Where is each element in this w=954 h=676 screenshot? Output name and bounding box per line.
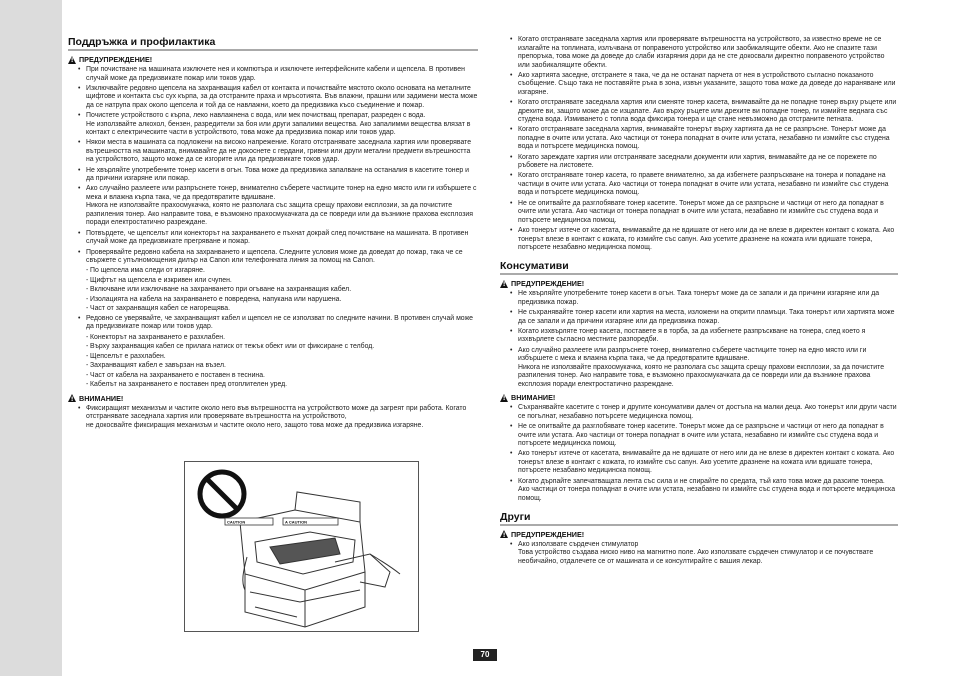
caution-label: ВНИМАНИЕ! bbox=[511, 393, 556, 403]
list-item: • Ако случайно разлеете или разпръснете тонер, внимателно съберете частиците тонер на едно място или ги избършете с мека и влажна кърпа така, че да предотвратите вдишване. Никога не използвайте прахосмукачка, която не разполага със защита срещу прахови експлозии, за да почистите разпиления тонер. Ако направите това, е възможно прахосмукачката да се повреди или да възникне прахова експлозия поради електростатично разреждане. bbox=[500, 347, 898, 390]
sub-list-item: - Кабелът на захранването е поставен пред отоплителен уред. bbox=[68, 381, 478, 390]
others-warning-list bbox=[500, 541, 898, 567]
list-item: • Някои места в машината са подложени на високо напрежение. Когато отстранявате заседнала хартия или проверявате вътрешността на машината, внимавайте да не докоснете с гердани, гривни или други метални предмети вътрешността на устройството, защото може да се изгорите или да предизвикате токов удар. bbox=[68, 139, 478, 165]
caution-list bbox=[68, 405, 478, 431]
consumables-caution-heading bbox=[500, 393, 898, 402]
list-item: • Проверявайте редовно кабела на захранването и щепсела. Следните условия може да доведат до пожар, така че се свържете с упълномощения дилър на Canon или телефонната линия за помощ на Canon. bbox=[68, 249, 478, 266]
list-item: • Когато изхвърляте тонер касета, поставете я в торба, за да избегнете разпръскване на тонера, след което я изхвърлете съгласно местните разпоредби. bbox=[500, 328, 898, 345]
page-number: 70 bbox=[473, 649, 497, 661]
warning-triangle-icon bbox=[500, 530, 508, 538]
consumables-warning-list bbox=[500, 290, 898, 389]
list-item: • Когато зареждате хартия или отстранявате заседнали документи или хартия, внимавайте да не се порежете по ръбовете на листовете. bbox=[500, 154, 898, 171]
list-item: • При почистване на машината изключете нея и компютъра и изключете интерфейсните кабели и щепсела. В противен случай може да предизвикате пожар или токов удар. bbox=[68, 66, 478, 83]
list-item: • Ако случайно разлеете или разпръснете тонер, внимателно съберете частиците тонер на едно място или ги избършете с мека и влажна кърпа така, че да предотвратите вдишване. Никога не използвайте прахосмукачка, която не разполага със защита срещу прахови експлозии, за да почистите разпиления тонер. Ако направите това, е възможно прахосмукачката да се повреди или да възникне прахова експлозия поради електростатично разреждане. bbox=[68, 185, 478, 228]
prohibition-icon bbox=[200, 472, 244, 516]
consumables-warning-heading bbox=[500, 279, 898, 288]
printer-drawing bbox=[185, 462, 418, 631]
list-item: • Фиксиращият механизъм и частите около него във вътрешността на устройството може да загреят при работа. Когато отстранявате заседнала хартия или проверявате вътрешността на устройството, не докосвайте фиксиращия механизъм и частите около него, защото това може да предизвика изгаряне. bbox=[68, 405, 478, 431]
caution-sticker-b: A CAUTION bbox=[285, 519, 308, 525]
section-title-consumables: Консумативи bbox=[500, 260, 898, 275]
warning-triangle-icon bbox=[500, 280, 508, 288]
list-item: • Съхранявайте касетите с тонер и другите консумативи далеч от достъпа на малки деца. Ако тонерът или други части се погълнат, незабавно потърсете медицинска помощ. bbox=[500, 404, 898, 421]
list-item: • Когато отстранявате заседнала хартия, внимавайте тонерът върху хартията да не се разпръсне. Тонерът може да попадне в очите или устата. Ако частици от тонера попаднат в очите или устата, незабавно ги измийте със студена вода и потърсете медицинска помощ. bbox=[500, 126, 898, 152]
list-item: • Когато отстранявате заседнала хартия или проверявате вътрешността на устройството, за известно време не се излагайте на топлината, излъчвана от поправеното устройство или заобикалящите обекти. Ако не спазите тази препоръка, това може да доведе до слаби изгаряния дори да не сте докосвали директно поправеното устройство или заобикалящите обекти. bbox=[500, 36, 898, 70]
sub-list-item: - Част от кабела на захранването е поставен в теснина. bbox=[68, 372, 478, 381]
warning-heading bbox=[68, 55, 478, 64]
list-item: • Не хвърляйте употребените тонер касети в огън. Това може да предизвика запалване на останалия в касетите тонер и да причини изгаряне или пожар. bbox=[68, 167, 478, 184]
caution-label: ВНИМАНИЕ! bbox=[79, 393, 124, 403]
caution-sticker-a: CAUTION bbox=[227, 519, 246, 525]
caution-triangle-icon bbox=[500, 394, 508, 402]
warning-list bbox=[68, 66, 478, 390]
list-item: • Ако използвате сърдечен стимулатор Това устройство създава ниско ниво на магнитно поле. Ако използвате сърдечен стимулатор и се почувствате необичайно, отдалечете се от машината и се консултирайте с вашия лекар. bbox=[500, 541, 898, 567]
left-column bbox=[68, 36, 478, 432]
warning-label: ПРЕДУПРЕЖДЕНИЕ! bbox=[511, 529, 585, 539]
list-item: • Не съхранявайте тонер касети или хартия на места, изложени на открити пламъци. Така тонерът или хартията може да се запали и да причини изгаряне или да предизвика пожар. bbox=[500, 309, 898, 326]
sub-list-item: - Част от захранващия кабел се нагорещява. bbox=[68, 305, 478, 314]
list-item: • Ако тонерът изтече от касетата, внимавайте да не вдишате от него или да не влезе в директен контакт с кожата. Ако тонерът влезе в контакт с кожата, го измийте със сапун. Ако усетите дразнене на кожата или вдишате тонера, потърсете незабавно медицинска помощ. bbox=[500, 227, 898, 253]
warning-triangle-icon bbox=[68, 56, 76, 64]
sub-list-item: - По щепсела има следи от изгаряне. bbox=[68, 267, 478, 276]
warning-label: ПРЕДУПРЕЖДЕНИЕ! bbox=[511, 279, 585, 289]
sub-list-item: - Конекторът на захранването е разхлабен. bbox=[68, 334, 478, 343]
others-warning-heading bbox=[500, 530, 898, 539]
list-item: • Не се опитвайте да разглобявате тонер касетите. Тонерът може да се разпръсне и частици от него да попаднат в очите или устата. Ако частици от тонера попаднат в очите или устата, незабавно ги измийте със студена вода и потърсете медицинска помощ. bbox=[500, 200, 898, 226]
continued-caution-list bbox=[500, 36, 898, 253]
list-item: • Когато отстранявате тонер касета, го правете внимателно, за да избегнете разпръскване на тонера и попадане на частици в очите или устата. Ако частици от тонера попаднат в очите или устата, незабавно ги измийте със студена вода и потърсете медицинска помощ. bbox=[500, 172, 898, 198]
list-item: • Изключвайте редовно щепсела на захранващия кабел от контакта и почиствайте мястото около основата на металните щифтове и контакта със сух кърпа, за да отстраните праха и мръсотията. Във влажни, прашни или задимени места може да се натрупа прах около щепсела и той да се навлажни, което да предизвика късо съединение и пожар. bbox=[68, 85, 478, 111]
section-title-maintenance: Поддръжка и профилактика bbox=[68, 36, 478, 51]
sub-list-item: - Върху захранващия кабел се прилага натиск от тежък обект или от фиксиране с телбод. bbox=[68, 343, 478, 352]
caution-triangle-icon bbox=[68, 394, 76, 402]
list-item: • Ако тонерът изтече от касетата, внимавайте да не вдишате от него или да не влезе в директен контакт с кожата. Ако тонерът влезе в контакт с кожата, го измийте със сапун. Ако усетите дразнене на кожата или вдишате тонера, потърсете незабавно медицинска помощ. bbox=[500, 450, 898, 476]
side-margin-bar bbox=[0, 0, 62, 676]
sub-list-item: - Захранващият кабел е завързан на възел. bbox=[68, 362, 478, 371]
warning-label: ПРЕДУПРЕЖДЕНИЕ! bbox=[79, 55, 153, 64]
list-item: • Когато отстранявате заседнала хартия или сменяте тонер касета, внимавайте да не попадне тонер върху ръцете или дрехите ви, защото може да се изцапате. Ако върху ръцете или дрехите ви попадне тонер, ги измийте веднага със студена вода. Измиването с топла вода фиксира тонера и ще стане невъзможно да отстраните петната. bbox=[500, 99, 898, 125]
list-item: • Не се опитвайте да разглобявате тонер касетите. Тонерът може да се разпръсне и частици от него да попаднат в очите или устата. Ако частици от тонера попаднат в очите или устата, незабавно ги измийте със студена вода и потърсете медицинска помощ. bbox=[500, 423, 898, 449]
sub-list-item: - Изолацията на кабела на захранването е повредена, напукана или нарушена. bbox=[68, 296, 478, 305]
section-title-others: Други bbox=[500, 511, 898, 526]
sub-list-item: - Щепселът е разхлабен. bbox=[68, 353, 478, 362]
list-item: • Редовно се уверявайте, че захранващият кабел и щепсел не се използват по следните начини. В противен случай може да предизвикате пожар или токов удар. bbox=[68, 315, 478, 332]
list-item: • Потвърдете, че щепселът или конекторът на захранването е пъхнат докрай след почистване на машината. В противен случай може да предизвикате прегряване и пожар. bbox=[68, 230, 478, 247]
right-column bbox=[500, 36, 898, 568]
list-item: • Не хвърляйте употребените тонер касети в огън. Така тонерът може да се запали и да причини изгаряне или да предизвика пожар. bbox=[500, 290, 898, 307]
sub-list-item: - Включване или изключване на захранването при огъване на захранващия кабел. bbox=[68, 286, 478, 295]
consumables-caution-list bbox=[500, 404, 898, 503]
list-item: • Ако хартията заседне, отстранете я така, че да не останат парчета от нея в устройството съгласно показаното съобщение. Също така не поставяйте ръка в зона, извън указаните, защото това може да доведе до нараняване или изгаряне. bbox=[500, 72, 898, 98]
caution-heading bbox=[68, 394, 478, 403]
list-item: • Когато дърпайте запечатващата лента със сила и не спирайте по средата, тъй като това може да разсипе тонера. Ако частици от тонера попаднат в очите или устата, незабавно ги измийте със студена вода и потърсете медицинска помощ. bbox=[500, 478, 898, 504]
sub-list-item: - Щифтът на щепсела е изкривен или счупен. bbox=[68, 277, 478, 286]
printer-illustration bbox=[184, 461, 419, 632]
list-item: • Почистете устройството с кърпа, леко навлажнена с вода, или мек почистващ препарат, разреден с вода. Не използвайте алкохол, бензен, разредители за боя или други запалими вещества. Ако запалимми вещества влязат в контакт с електрическите части в устройството, това може да предизвика пожар или токов удар. bbox=[68, 112, 478, 138]
